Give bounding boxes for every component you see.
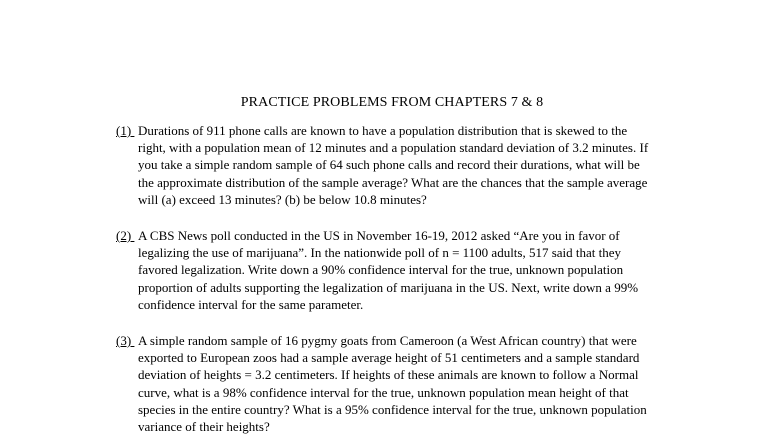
- document-title: PRACTICE PROBLEMS FROM CHAPTERS 7 & 8: [240, 95, 544, 110]
- problem-2: [116, 227, 706, 313]
- problem-line: exported to European zoos had a sample average height of 51 centimeters and a sample standard: [138, 350, 640, 366]
- problem-text: [138, 122, 706, 208]
- problem-line: curve, what is a 98% confidence interval for the true, unknown population mean height of that: [138, 384, 629, 400]
- problem-number: (1): [116, 123, 135, 138]
- problem-line: confidence interval for the same parameter.: [138, 296, 364, 312]
- problem-text: [138, 332, 706, 435]
- problem-number: (3): [116, 333, 135, 348]
- problem-1: [116, 122, 706, 208]
- problem-text: [138, 227, 706, 313]
- problem-line: you take a simple random sample of 64 such phone calls and record their durations, what will be: [138, 157, 640, 173]
- problem-number: (2): [116, 228, 135, 243]
- problem-line: A simple random sample of 16 pygmy goats from Cameroon (a West African country) that were: [138, 333, 637, 348]
- problem-line: the approximate distribution of the sample average? What are the chances that the sample average: [138, 174, 648, 190]
- problem-line: Durations of 911 phone calls are known to have a population distribution that is skewed to the: [138, 123, 628, 138]
- problem-line: species in the entire country? What is a 95% confidence interval for the true, unknown population: [138, 401, 647, 417]
- problem-line: will (a) exceed 13 minutes? (b) be below 10.8 minutes?: [138, 191, 427, 207]
- problem-line: A CBS News poll conducted in the US in November 16-19, 2012 asked “Are you in favor of: [138, 228, 620, 243]
- problem-3: [116, 332, 706, 435]
- problem-line: proportion of adults supporting the legalization of marijuana in the US. Next, write down a 99%: [138, 279, 639, 295]
- problem-line: legalizing the use of marijuana”. In the nationwide poll of n = 1100 adults, 517 said that they: [138, 245, 622, 261]
- problem-line: variance of their heights?: [138, 419, 270, 435]
- problem-line: deviation of heights = 3.2 centimeters. If heights of these animals are known to follow a Normal: [138, 367, 639, 383]
- problem-line: favored legalization. Write down a 90% confidence interval for the true, unknown population: [138, 262, 624, 278]
- problem-line: right, with a population mean of 12 minutes and a population standard deviation of 3.2 minutes. If: [138, 140, 649, 156]
